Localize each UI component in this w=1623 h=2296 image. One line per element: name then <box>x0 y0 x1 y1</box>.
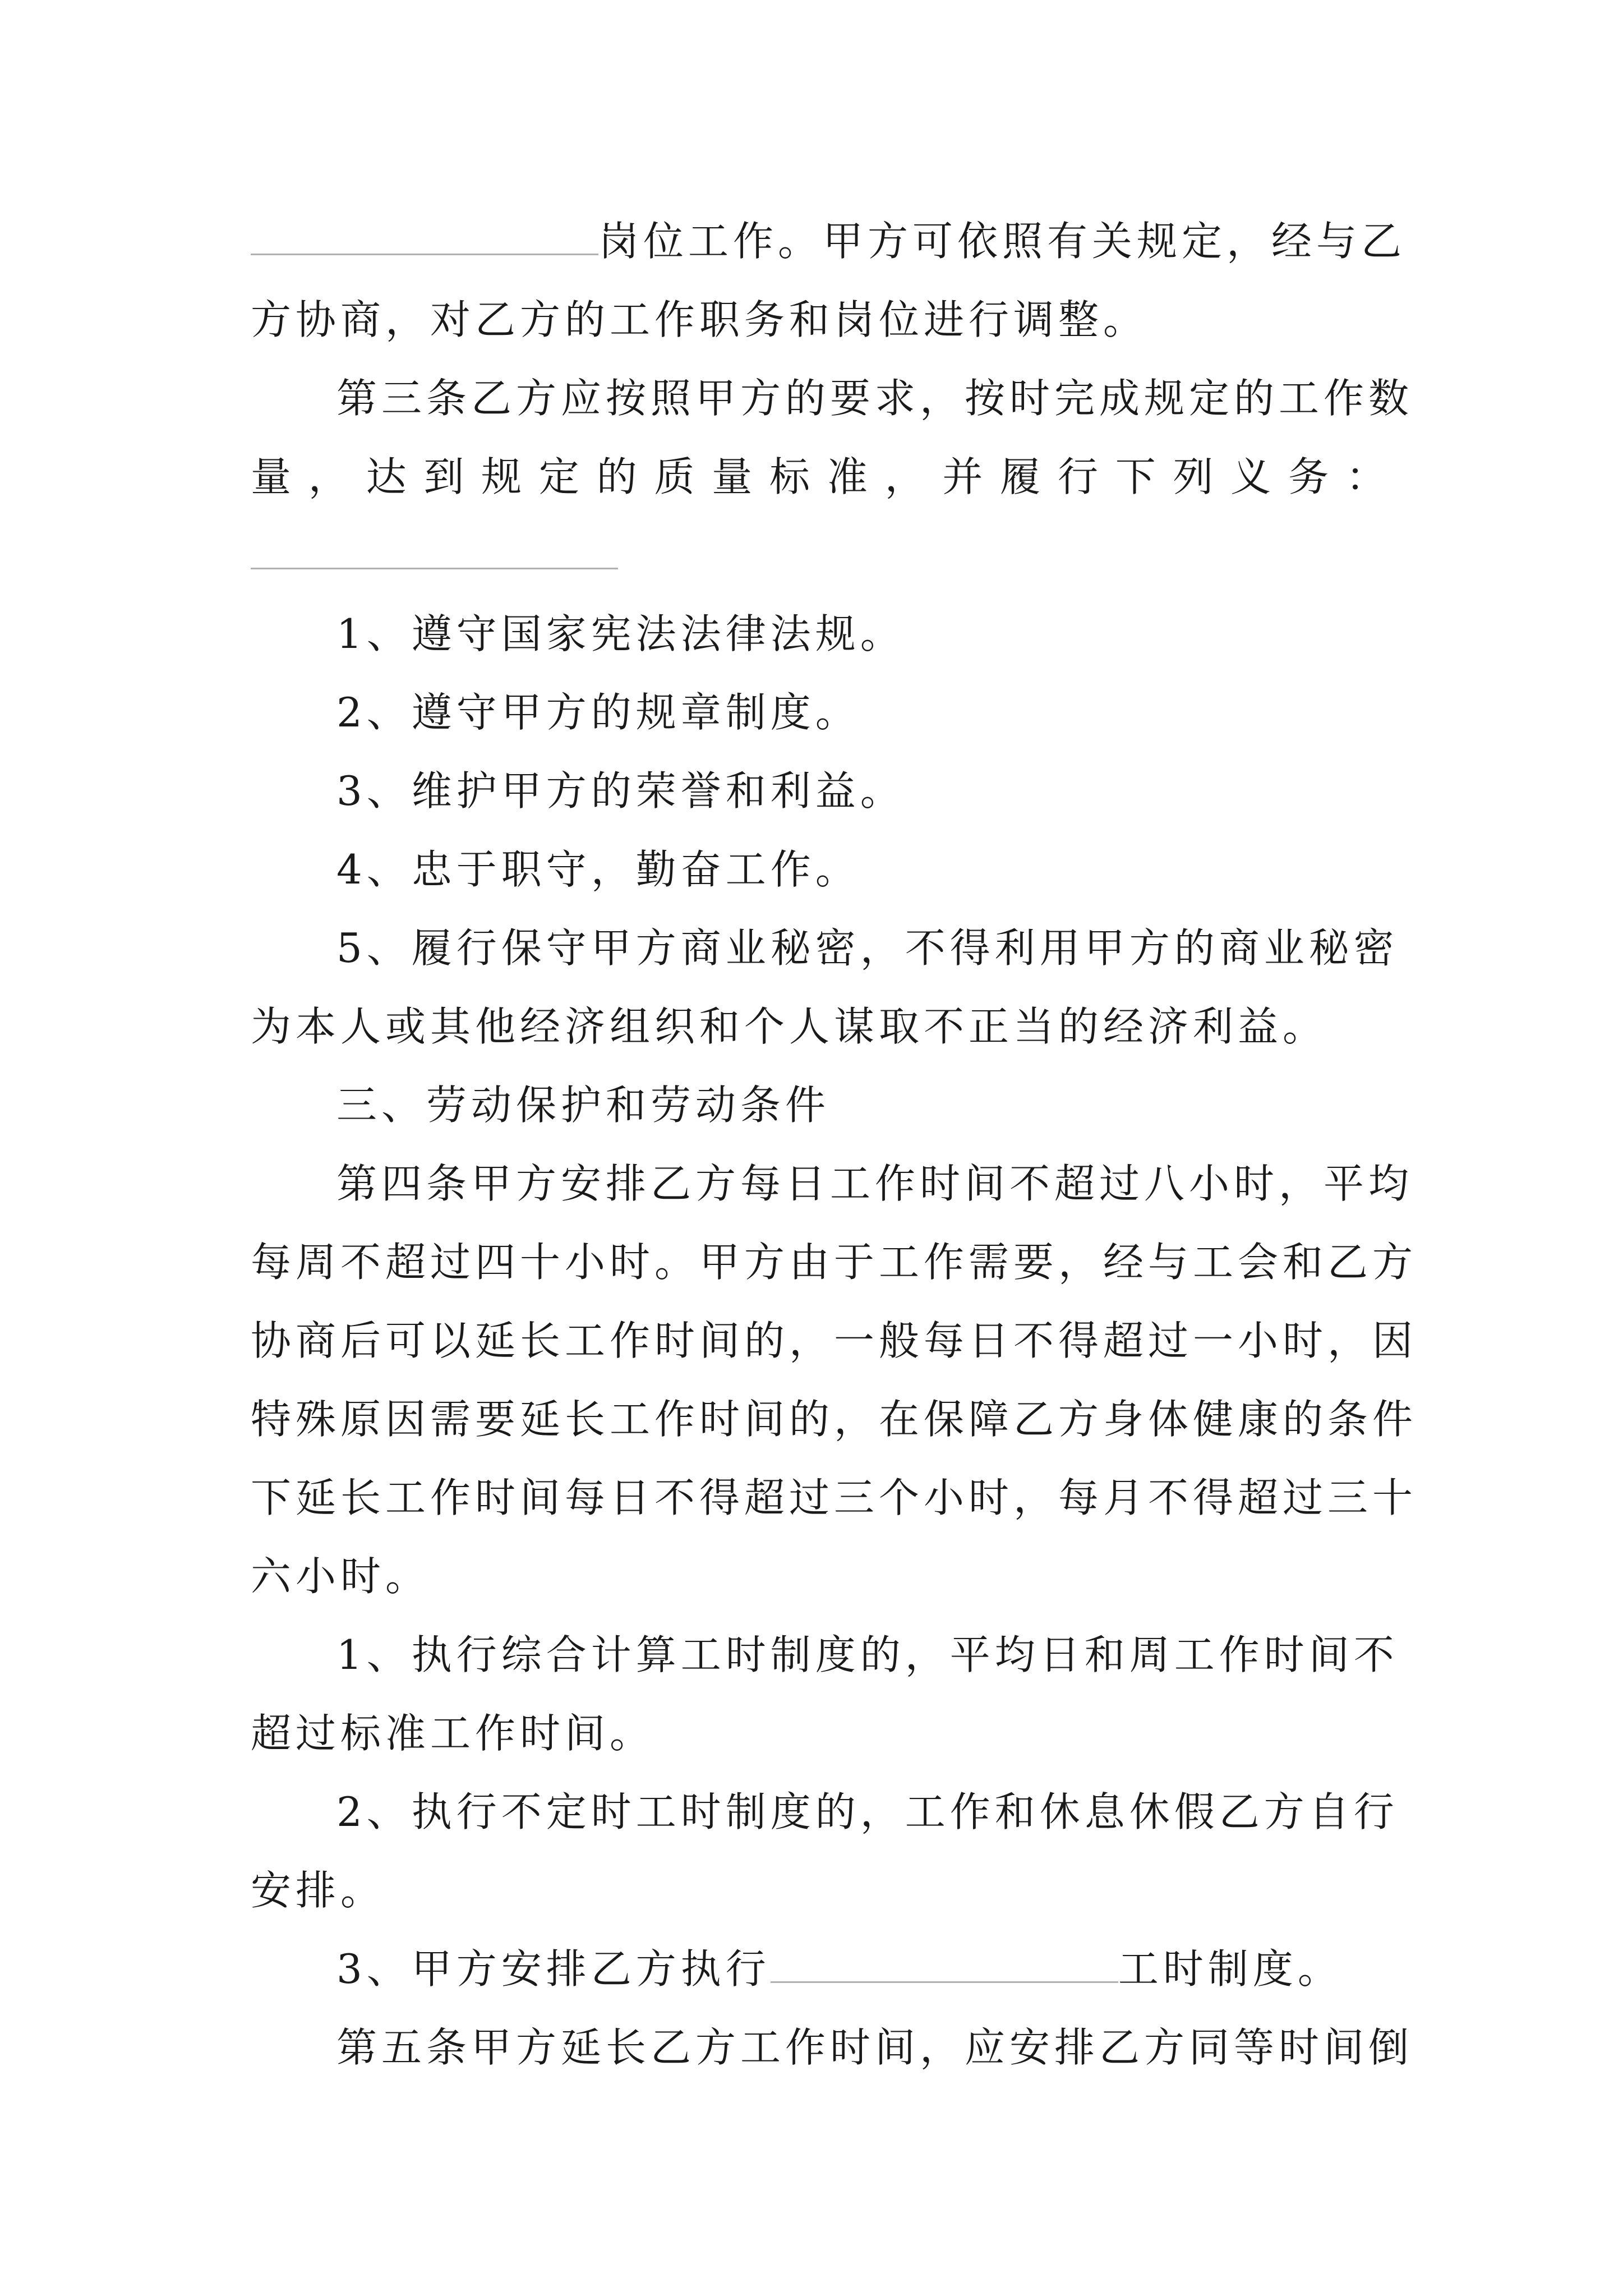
justified-char: 行 <box>1057 453 1098 500</box>
paragraph-line-justified <box>251 438 1386 516</box>
paragraph-line: 协商后可以延长工作时间的，一般每日不得超过一小时，因 <box>251 1317 1418 1364</box>
paragraph-line <box>251 202 1407 280</box>
justified-char: ： <box>1345 453 1386 500</box>
justified-char: 并 <box>942 453 983 500</box>
list-item: 3、维护甲方的荣誉和利益。 <box>336 767 905 815</box>
paragraph-line: 第四条甲方安排乙方每日工作时间不超过八小时，平均 <box>336 1160 1414 1207</box>
section-heading: 三、劳动保护和劳动条件 <box>336 1082 831 1129</box>
line-text: 3、甲方安排乙方执行 <box>336 1945 771 1993</box>
justified-char: 标 <box>769 453 810 500</box>
paragraph-line: 为本人或其他经济组织和个人谋取不正当的经济利益。 <box>251 1003 1328 1050</box>
paragraph-line: 特殊原因需要延长工作时间的，在保障乙方身体健康的条件 <box>251 1396 1418 1443</box>
justified-char: 履 <box>1000 453 1041 500</box>
justified-char: 务 <box>1288 453 1329 500</box>
justified-char: 下 <box>1115 453 1156 500</box>
list-item: 1、执行综合计算工时制度的，平均日和周工作时间不 <box>336 1631 1399 1678</box>
justified-char: 规 <box>481 453 522 500</box>
list-item: 5、履行保守甲方商业秘密，不得利用甲方的商业秘密 <box>336 924 1399 972</box>
justified-char: 准 <box>827 453 868 500</box>
justified-char: 定 <box>538 453 579 500</box>
list-item: 4、忠于职守，勤奋工作。 <box>336 846 860 893</box>
paragraph-line: 每周不超过四十小时。甲方由于工作需要，经与工会和乙方 <box>251 1239 1418 1286</box>
justified-char: 列 <box>1173 453 1214 500</box>
justified-char: 的 <box>596 453 637 500</box>
justified-char: 质 <box>654 453 695 500</box>
justified-char: 到 <box>423 453 464 500</box>
list-item: 1、遵守国家宪法法律法规。 <box>336 610 905 657</box>
justified-char: 量 <box>712 453 753 500</box>
fill-in-blank[interactable] <box>251 220 598 255</box>
justified-char: ， <box>884 453 925 500</box>
justified-char: 量 <box>251 453 292 500</box>
paragraph-line: 超过标准工作时间。 <box>251 1710 655 1757</box>
paragraph-line: 下延长工作时间每日不得超过三个小时，每月不得超过三十 <box>251 1474 1418 1521</box>
fill-in-blank[interactable] <box>771 1948 1118 1983</box>
paragraph-line: 六小时。 <box>251 1553 431 1600</box>
paragraph-line: 方协商，对乙方的工作职务和岗位进行调整。 <box>251 296 1149 343</box>
list-item: 2、执行不定时工时制度的，工作和休息休假乙方自行 <box>336 1788 1399 1835</box>
paragraph-line: 第三条乙方应按照甲方的要求，按时完成规定的工作数 <box>336 375 1414 422</box>
list-item <box>336 1930 1386 2008</box>
fill-in-blank[interactable] <box>251 568 618 569</box>
line-text: 岗位工作。甲方可依照有关规定，经与乙 <box>598 218 1407 265</box>
paragraph-line: 第五条甲方延长乙方工作时间，应安排乙方同等时间倒 <box>336 2024 1414 2071</box>
justified-char: 义 <box>1230 453 1271 500</box>
justified-char: 达 <box>366 453 407 500</box>
line-text: 工时制度。 <box>1118 1945 1343 1993</box>
justified-char: ， <box>308 453 349 500</box>
paragraph-line: 安排。 <box>251 1867 386 1914</box>
list-item: 2、遵守甲方的规章制度。 <box>336 689 860 736</box>
